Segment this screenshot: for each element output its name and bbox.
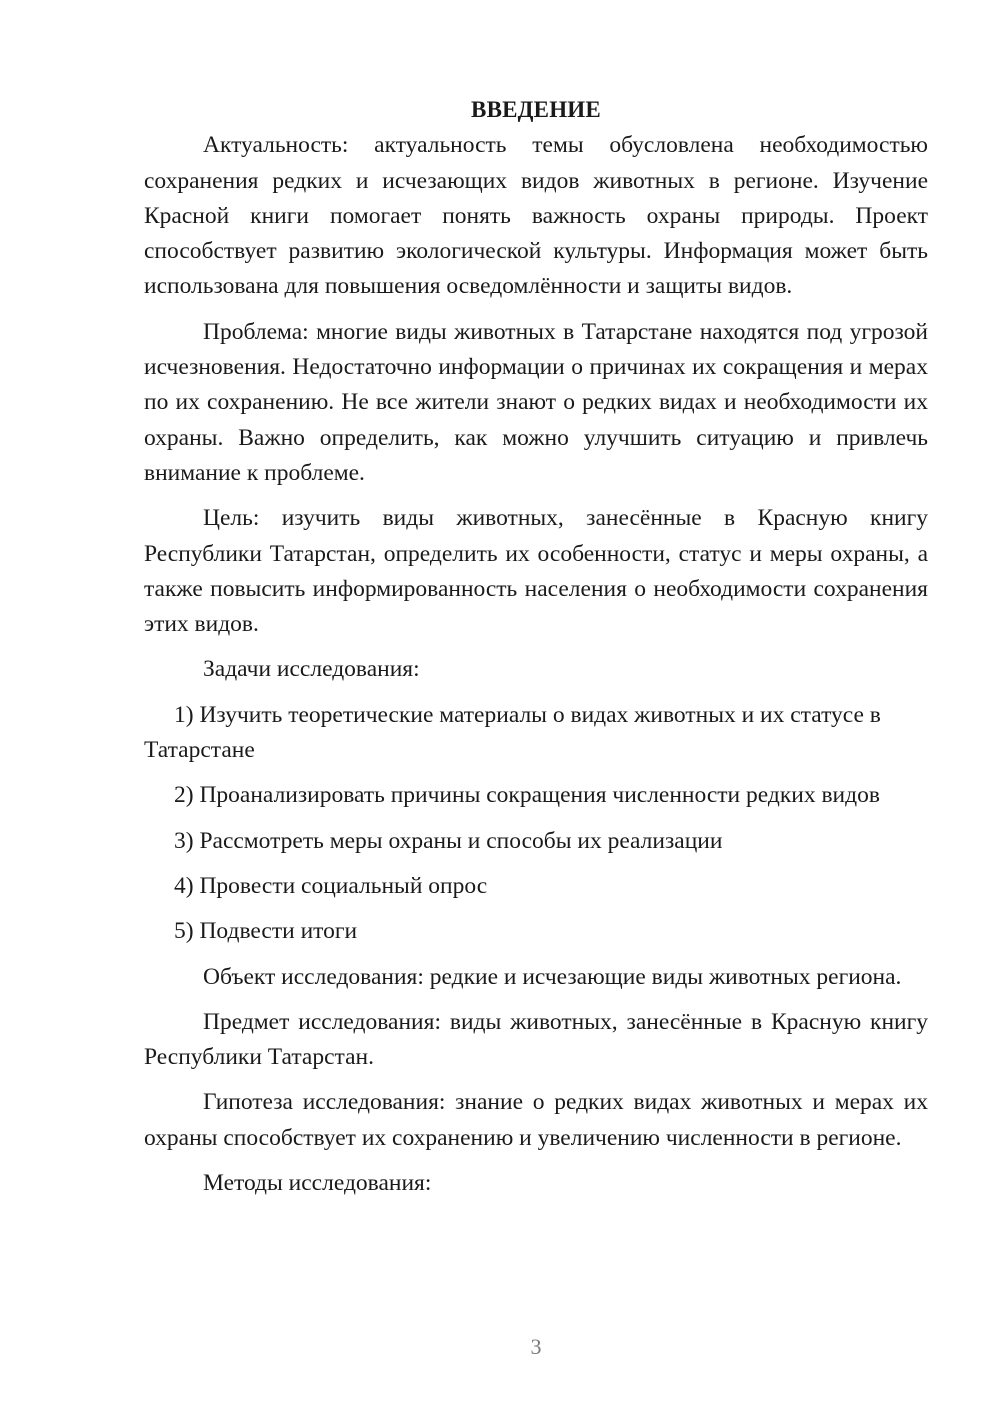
- goal-paragraph: Цель: изучить виды животных, занесённые в Красную книгу Республики Татарстан, определить их особенности, статус и меры охраны, а также повысить информированность населения о необходимости сохранения этих видов.: [144, 505, 928, 638]
- task-item: 2) Проанализировать причины сокращения численности редких видов: [174, 782, 880, 809]
- page-content: [144, 92, 928, 1211]
- task-item: 5) Подвести итоги: [174, 918, 358, 945]
- task-item: 1) Изучить теоретические материалы о видах животных и их статусе в Татарстане: [144, 701, 881, 764]
- tasks-heading: Задачи исследования:: [203, 656, 420, 683]
- problem-paragraph: Проблема: многие виды животных в Татарстане находятся под угрозой исчезновения. Недостаточно информации о причинах их сокращения и мерах по их сохранению. Не все жители знают о редких видах и необходимости их охраны. Важно определить, как можно улучшить ситуацию и привлечь внимание к проблеме.: [144, 318, 928, 486]
- task-item: 3) Рассмотреть меры охраны и способы их реализации: [174, 827, 723, 854]
- object-paragraph: Объект исследования: редкие и исчезающие виды животных региона.: [203, 963, 902, 990]
- hypothesis-paragraph: Гипотеза исследования: знание о редких видах животных и мерах их охраны способствует их сохранению и увеличению численности в регионе.: [144, 1089, 928, 1151]
- tasks-list: [144, 698, 928, 950]
- page-number: 3: [530, 1334, 542, 1359]
- methods-heading: Методы исследования:: [203, 1170, 432, 1197]
- subject-paragraph: Предмет исследования: виды животных, занесённые в Красную книгу Республики Татарстан.: [144, 1008, 928, 1071]
- page-title: ВВЕДЕНИЕ: [471, 97, 601, 122]
- task-item: 4) Провести социальный опрос: [174, 872, 488, 899]
- relevance-paragraph: Актуальность: актуальность темы обусловлена необходимостью сохранения редких и исчезающих видов животных в регионе. Изучение Красной книги помогает понять важность охраны природы. Проект способствует развитию экологической культуры. Информация может быть использована для повышения осведомлённости и защиты видов.: [144, 132, 928, 300]
